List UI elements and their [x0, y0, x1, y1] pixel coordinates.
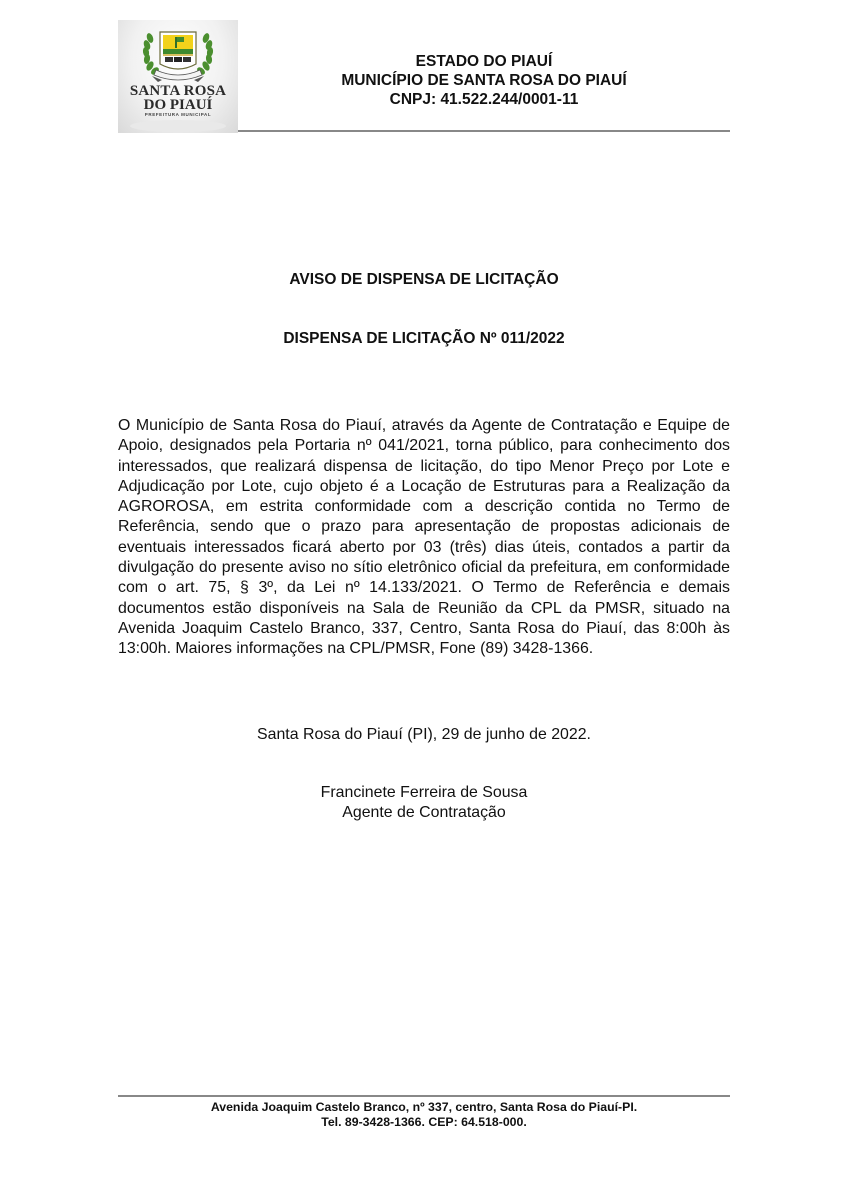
header-state: ESTADO DO PIAUÍ	[415, 53, 553, 70]
logo-subtitle: PREFEITURA MUNICIPAL	[144, 112, 212, 117]
logo-name-line2: DO PIAUÍ	[143, 97, 213, 113]
header-municipality: MUNICÍPIO DE SANTA ROSA DO PIAUÍ	[341, 72, 627, 89]
notice-body: O Município de Santa Rosa do Piauí, através da Agente de Contratação e Equipe de Apoio, designados pela Portaria nº 041/2021, torna público, para conhecimento dos interessados, que realizará dispensa de licitação, do tipo Menor Preço por Lote e Adjudicação por Lote, cujo objeto é a Locação de Estruturas para a Realização da AGROROSA, em estrita conformidade com a descrição contida no Termo de Referência, sendo que o prazo para apresentação de propostas adicionais de eventuais interessados ficará aberto por 03 (três) dias úteis, contados a partir da divulgação do presente aviso no sítio eletrônico oficial da prefeitura, em conformidade com o art. 75, § 3º, da Lei nº 14.133/2021. O Termo de Referência e demais documentos estão disponíveis na Sala de Reunião da CPL da PMSR, situado na Avenida Joaquim Castelo Branco, 337, Centro, Santa Rosa do Piauí, das 8:00h às 13:00h. Maiores informações na CPL/PMSR, Fone (89) 3428-1366.	[118, 417, 730, 658]
date-line: Santa Rosa do Piauí (PI), 29 de junho de 2022.	[257, 726, 591, 743]
footer-divider	[118, 1095, 730, 1097]
document-title: AVISO DE DISPENSA DE LICITAÇÃO	[289, 271, 559, 288]
signer-name: Francinete Ferreira de Sousa	[320, 784, 528, 801]
signer-role: Agente de Contratação	[342, 804, 506, 821]
logo-name-line1: SANTA ROSA	[129, 83, 227, 99]
document-subtitle: DISPENSA DE LICITAÇÃO Nº 011/2022	[283, 330, 565, 347]
header-divider	[238, 130, 730, 132]
header-cnpj: CNPJ: 41.522.244/0001-11	[389, 91, 579, 108]
footer	[118, 1100, 730, 1130]
footer-contact: Tel. 89-3428-1366. CEP: 64.518-000.	[321, 1115, 527, 1129]
footer-address: Avenida Joaquim Castelo Branco, nº 337, centro, Santa Rosa do Piauí-PI.	[210, 1100, 638, 1114]
municipality-logo	[118, 20, 238, 133]
signature-block	[118, 783, 730, 823]
letterhead	[238, 52, 730, 109]
